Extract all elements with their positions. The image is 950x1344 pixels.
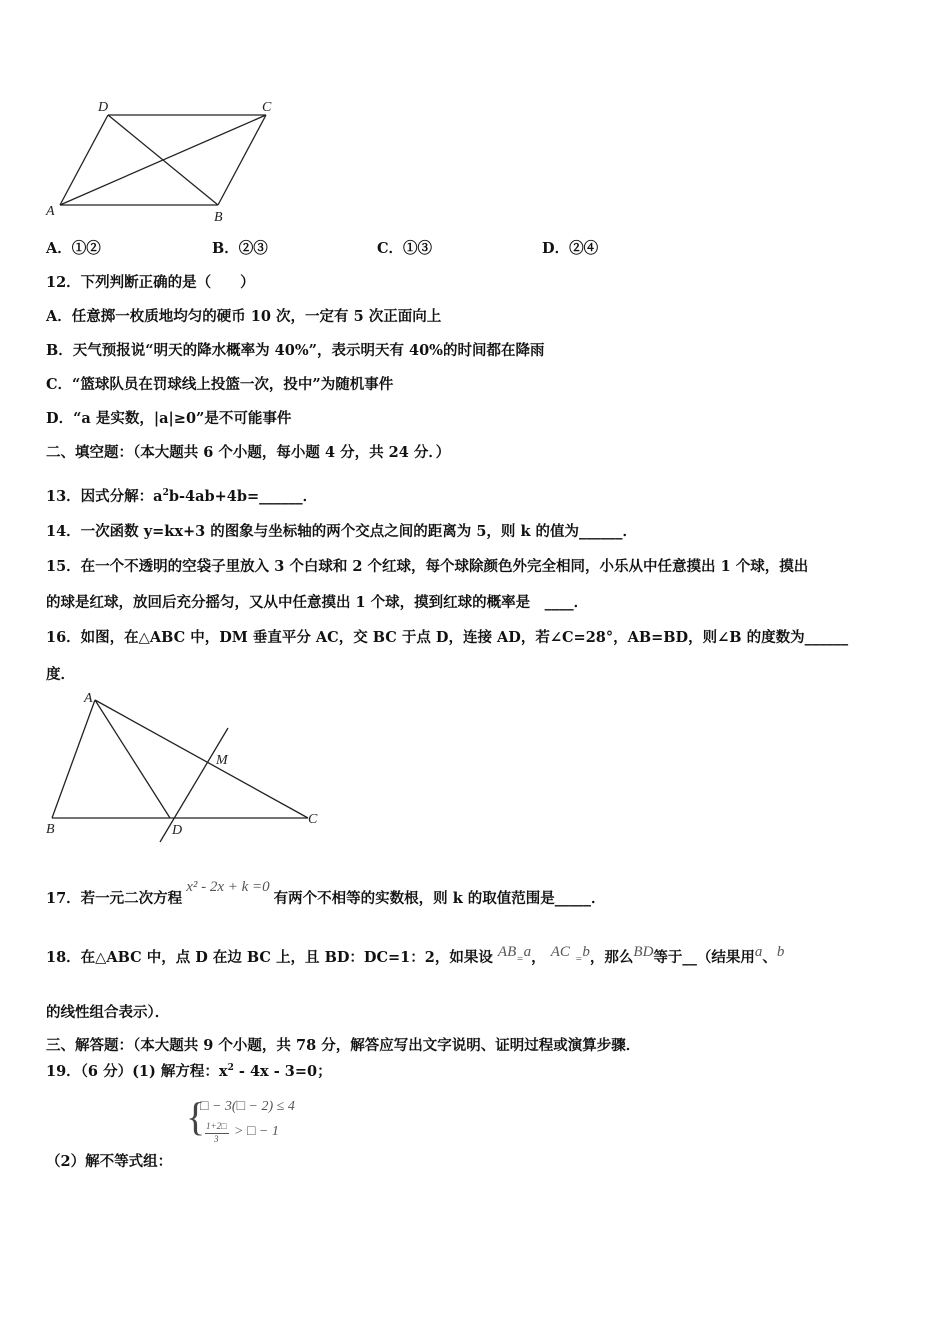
edge-cb <box>218 115 266 205</box>
label-m: M <box>216 753 228 768</box>
inequality-1: □ − 3(□ − 2) ≤ 4 <box>200 1099 295 1114</box>
q13: 13．因式分解：$a^2b-4ab+4b=\_\_\_\_\_\_$． <box>46 488 318 505</box>
label-d: D <box>98 100 109 115</box>
q12-option-d: D．“a 是实数，|a|≥0”是不可能事件 <box>46 410 292 427</box>
q11-option-b: B．②③ <box>212 240 268 257</box>
label-a: A <box>46 204 55 219</box>
vector-ab: AB <box>497 944 517 960</box>
inequality-2-denominator: 3 <box>214 1134 219 1144</box>
label-b: B <box>214 210 223 225</box>
q12-stem: 12．下列判断正确的是（ ） <box>46 274 255 291</box>
label-c: C <box>262 100 272 115</box>
q17: 17．若一元二次方程x² - 2x + k =0有两个不相等的实数根，则 k 的取值范围是_____． <box>46 879 606 907</box>
inequality-system <box>186 1094 336 1149</box>
inequality-2-rest: > □ − 1 <box>234 1124 279 1139</box>
q19-part2: （2）解不等式组： <box>46 1153 173 1170</box>
section2-heading: 二、填空题：（本大题共 6 个小题，每小题 4 分，共 24 分．） <box>46 444 451 461</box>
parallelogram-figure <box>40 95 290 230</box>
section3-heading: 三、解答题：（本大题共 9 个小题，共 78 分，解答应写出文字说明、证明过程或演算步骤． <box>46 1037 641 1054</box>
edge-ad <box>60 115 108 205</box>
vector-b-ref: b <box>776 944 785 960</box>
q12-option-c: C．“篮球队员在罚球线上投篮一次，投中”为随机事件 <box>46 376 394 393</box>
vector-b: b <box>582 944 590 960</box>
inequality-2-numerator: 1+2□ <box>206 1121 227 1131</box>
q11-option-a: A．①② <box>46 240 101 257</box>
q11-option-d: D．②④ <box>542 240 599 257</box>
q11-option-c: C．①③ <box>377 240 433 257</box>
label-c: C <box>308 812 318 827</box>
label-b: B <box>46 822 55 837</box>
q15-line2: 的球是红球，放回后充分摇匀，又从中任意摸出 1 个球，摸到红球的概率是 ____． <box>46 594 589 611</box>
q17-equation: x² - 2x + k =0 <box>186 879 270 895</box>
segment-ad <box>95 700 170 818</box>
triangle-figure <box>40 688 330 848</box>
vector-bd: BD <box>633 944 654 960</box>
q16-line2: 度． <box>46 666 75 683</box>
edge-ab <box>52 700 95 818</box>
brace-icon: { <box>186 1094 206 1139</box>
q12-option-a: A．任意掷一枚质地均匀的硬币 10 次，一定有 5 次正面向上 <box>46 308 442 325</box>
q12-option-b: B．天气预报说“明天的降水概率为 40%”，表示明天有 40%的时间都在降雨 <box>46 342 545 359</box>
label-a: A <box>84 691 93 706</box>
q16-line1: 16．如图，在△ABC 中，DM 垂直平分 AC，交 BC 于点 D，连接 AD，若∠C=28°，AB=BD，则∠B 的度数为______ <box>46 629 849 646</box>
edge-ac <box>95 700 308 818</box>
vector-a-ref: a <box>754 944 763 960</box>
q14: 14．一次函数 y=kx+3 的图象与坐标轴的两个交点之间的距离为 5，则 k 的值为______． <box>46 523 638 540</box>
vector-a: a <box>523 944 532 960</box>
q15-line1: 15．在一个不透明的空袋子里放入 3 个白球和 2 个红球，每个球除颜色外完全相同，小乐从中任意摸出 1 个球，摸出 <box>46 558 809 575</box>
q19-part1: 19．（6 分）(1) 解方程：$x^2 - 4x - 3=0$； <box>46 1063 332 1080</box>
diagonal-bd <box>108 115 218 205</box>
label-d: D <box>172 823 183 838</box>
line-dm <box>160 728 228 842</box>
q18-line1: 18．在△ABC 中，点 D 在边 BC 上，且 BD：DC=1：2，如果设 AB=a， AC =b，那么BD等于__（结果用a、b <box>46 944 785 966</box>
q18-line2: 的线性组合表示）． <box>46 1004 170 1021</box>
vector-ac: AC <box>550 944 570 960</box>
